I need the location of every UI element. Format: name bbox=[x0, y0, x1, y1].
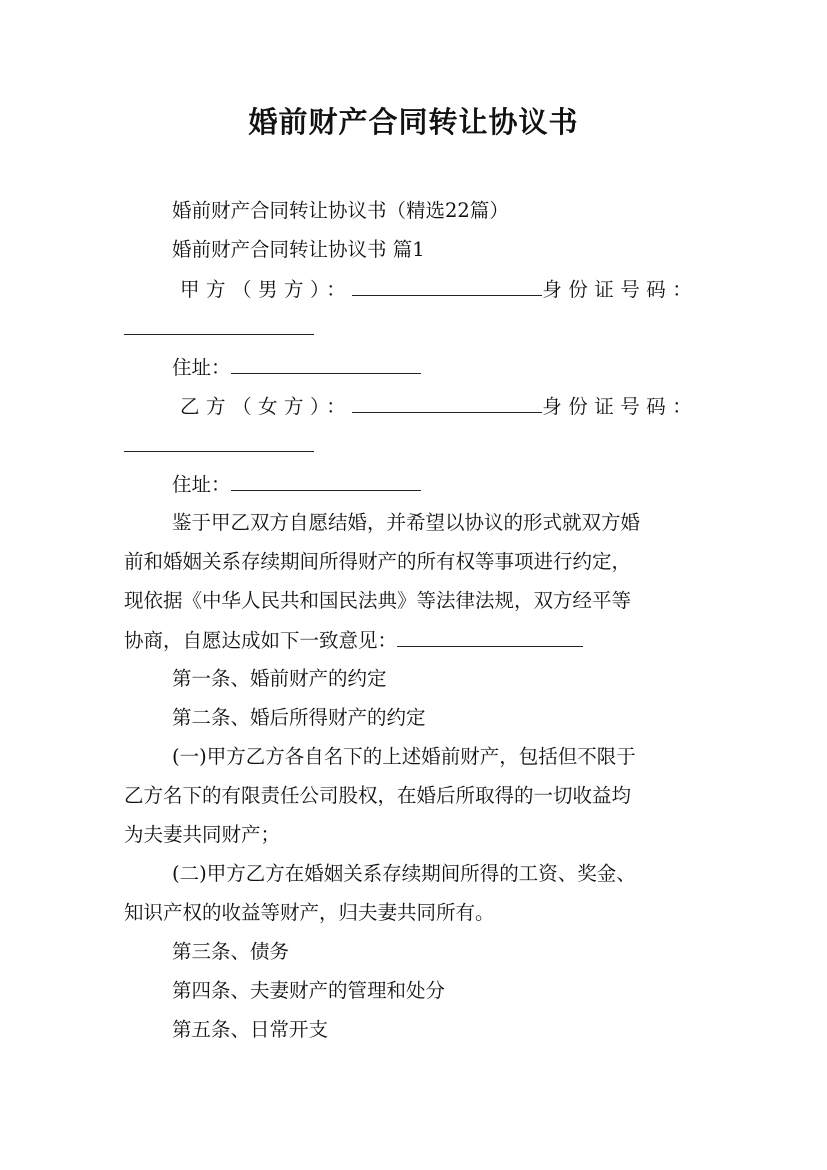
party-b-id-blank-row bbox=[124, 431, 314, 460]
clause-3: 第三条、债务 bbox=[172, 940, 290, 963]
party-b-id-label: 身份证号码： bbox=[542, 395, 699, 418]
item-2-line-2: 知识产权的收益等财产，归夫妻共同所有。 bbox=[124, 901, 495, 924]
party-a-name-blank bbox=[352, 275, 542, 296]
intro-line-4-row bbox=[124, 626, 583, 655]
clause-2: 第二条、婚后所得财产的约定 bbox=[172, 706, 426, 729]
intro-line-4: 协商，自愿达成如下一致意见： bbox=[124, 629, 398, 652]
document-title: 婚前财产合同转让协议书 bbox=[248, 105, 579, 139]
party-b-name-blank bbox=[352, 392, 542, 413]
party-a-address-row bbox=[172, 353, 421, 382]
party-a-address-blank bbox=[231, 353, 421, 374]
item-1-line-1: (一)甲方乙方各自名下的上述婚前财产，包括但不限于 bbox=[172, 745, 636, 768]
party-b-address-row bbox=[172, 470, 421, 499]
document-subtitle: 婚前财产合同转让协议书（精选22篇） bbox=[172, 199, 509, 222]
clause-5: 第五条、日常开支 bbox=[172, 1018, 329, 1041]
intro-line-1: 鉴于甲乙双方自愿结婚，并希望以协议的形式就双方婚 bbox=[172, 511, 641, 534]
clause-4: 第四条、夫妻财产的管理和处分 bbox=[172, 979, 446, 1002]
intro-blank bbox=[397, 626, 583, 647]
item-1-line-2: 乙方名下的有限责任公司股权，在婚后所取得的一切收益均 bbox=[124, 784, 632, 807]
party-a-row bbox=[180, 275, 698, 304]
party-a-label: 甲方（男方）： bbox=[180, 278, 353, 301]
article-heading: 婚前财产合同转让协议书 篇1 bbox=[172, 238, 425, 261]
intro-line-3: 现依据《中华人民共和国民法典》等法律法规，双方经平等 bbox=[124, 589, 632, 612]
party-b-address-blank bbox=[231, 470, 421, 491]
party-a-address-label: 住址： bbox=[172, 356, 231, 379]
party-a-id-blank-row bbox=[124, 314, 314, 343]
intro-line-2: 前和婚姻关系存续期间所得财产的所有权等事项进行约定， bbox=[124, 550, 632, 573]
item-2-line-1: (二)甲方乙方在婚姻关系存续期间所得的工资、奖金、 bbox=[172, 862, 636, 885]
party-a-id-label: 身份证号码： bbox=[542, 278, 699, 301]
party-b-row bbox=[180, 392, 698, 421]
item-1-line-3: 为夫妻共同财产； bbox=[124, 823, 281, 846]
party-b-id-blank bbox=[124, 431, 314, 452]
party-b-address-label: 住址： bbox=[172, 473, 231, 496]
clause-1: 第一条、婚前财产的约定 bbox=[172, 667, 387, 690]
party-b-label: 乙方（女方）： bbox=[180, 395, 353, 418]
party-a-id-blank bbox=[124, 314, 314, 335]
